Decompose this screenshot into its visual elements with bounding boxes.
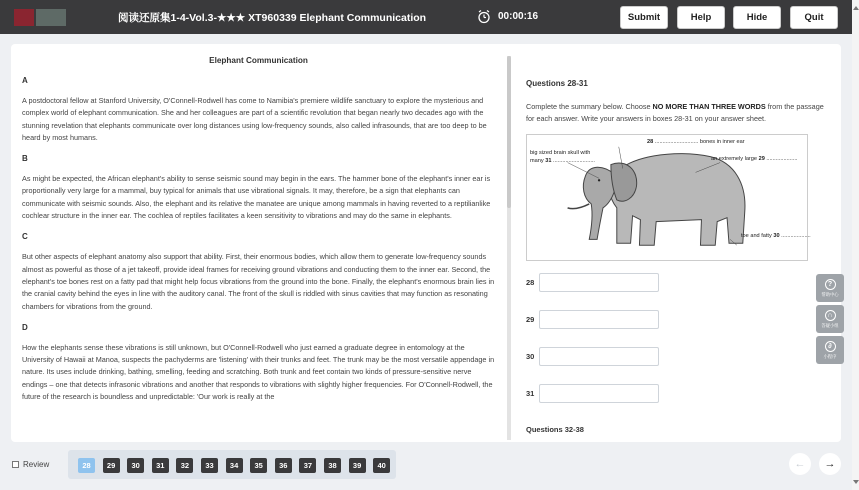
- paragraph-text: A postdoctoral fellow at Stanford University, O'Connell-Rodwell has come to Namibia's premiere wildlife sanctuary to explore the mysterious and complex world of elephant communication. She and her colleagues are part of a scientific revolution that began nearly two decades ago with the stunning revelation that elephants communicate over long distances using low-frequency sounds, also called infrasounds, that are too deep to be heard by most humans.: [22, 96, 487, 142]
- review-checkbox[interactable]: [12, 461, 19, 468]
- help-button[interactable]: Help: [677, 6, 725, 29]
- answer-row-31: [526, 384, 666, 403]
- question-button-38[interactable]: 38: [324, 458, 341, 473]
- passage-scroll-thumb[interactable]: [507, 56, 511, 208]
- question-button-36[interactable]: 36: [275, 458, 292, 473]
- question-button-31[interactable]: 31: [152, 458, 169, 473]
- review-label: Review: [23, 460, 50, 469]
- question-button-35[interactable]: 35: [250, 458, 267, 473]
- label-30: toe and fatty 30 ...................: [741, 233, 811, 239]
- answer-input-30[interactable]: [539, 347, 659, 366]
- answer-row-29: [526, 310, 666, 329]
- paragraph-letter: D: [22, 322, 28, 332]
- answer-row-28: [526, 273, 666, 292]
- answer-input-29[interactable]: [539, 310, 659, 329]
- review-toggle[interactable]: [12, 460, 49, 469]
- question-button-32[interactable]: 32: [176, 458, 193, 473]
- question-button-28[interactable]: 28: [78, 458, 95, 473]
- test-title: 阅读还原集1-4-Vol.3-★★★ XT960339 Elephant Communication: [118, 12, 427, 24]
- elephant-diagram: [526, 134, 811, 261]
- passage-title: Elephant Communication: [209, 56, 308, 65]
- tool-label: 小程序: [823, 353, 837, 359]
- hide-button[interactable]: Hide: [733, 6, 781, 29]
- questions-pane[interactable]: [526, 44, 839, 442]
- submit-button[interactable]: Submit: [620, 6, 668, 29]
- answer-number: 29: [526, 315, 535, 324]
- main-card: [11, 44, 841, 442]
- tool-label: 帮助中心: [821, 291, 839, 297]
- label-29: an extremely large 29 ....................: [711, 156, 798, 162]
- window-scrollbar[interactable]: [852, 0, 859, 490]
- label-31-line1: big sized brain skull with: [530, 150, 591, 156]
- paragraph-text: But other aspects of elephant anatomy also support that ability. First, their enormous bodies, which allow them to generate low-frequency sounds almost as powerful as those of a jet takeoff, provide ideal frames for receiving ground vibrations and conducting them to the inner ear. Second, the elephant's toe bones rest on a fatty pad that might help focus vibrations from the ground into the bone. Finally, the elephant's enormous brain lies in the cranial cavity behind the eyes in line with the auditory canal. The front of the skull is riddled with sinus cavities that may function as resonating chambers for vibrations from the ground.: [22, 252, 495, 311]
- next-arrow-icon[interactable]: →: [819, 453, 841, 475]
- answer-number: 31: [526, 389, 535, 398]
- paragraph-letter: B: [22, 154, 28, 164]
- answer-number: 28: [526, 278, 535, 287]
- help-center-button[interactable]: [816, 274, 844, 302]
- logo-secondary: [36, 9, 66, 26]
- question-button-34[interactable]: 34: [226, 458, 243, 473]
- question-button-37[interactable]: 37: [299, 458, 316, 473]
- top-bar: [0, 0, 852, 34]
- clock-icon: [477, 9, 491, 24]
- question-button-30[interactable]: 30: [127, 458, 144, 473]
- question-button-29[interactable]: 29: [103, 458, 120, 473]
- paragraph-text: How the elephants sense these vibrations is still unknown, but O'Connell-Rodwell who just earned a graduate degree in entomology at the University of Hawaii at Manoa, suspects the pachyderms are 'listening' with their trunks and feet. The trunk may be the most versatile appendage in nature. Its uses include drinking, bathing, smelling, feeding and scratching. Both trunk and feet contain two kinds of pressure-sensitive nerve endings – one that detects infrasonic vibrations and another that responds to vibrations with slightly higher frequencies. For O'Connell-Rodwell, the future of the research is boundless and unpredictable: 'Our work is really at the: [22, 342, 495, 402]
- logo: [14, 9, 34, 26]
- next-questions-heading: Questions 32-38: [526, 425, 584, 434]
- passage-pane[interactable]: [11, 44, 507, 442]
- paragraph-letter: A: [22, 76, 28, 85]
- timer: 00:00:16: [498, 11, 539, 22]
- label-28: 28 ............................ bones in inner ear: [647, 139, 745, 145]
- answer-input-31[interactable]: [539, 384, 659, 403]
- question-icon: ?: [825, 279, 836, 290]
- questions-heading: Questions 28-31: [526, 79, 588, 88]
- paragraph-letter: C: [22, 232, 28, 242]
- support-group-button[interactable]: [816, 305, 844, 333]
- question-button-39[interactable]: 39: [349, 458, 366, 473]
- answer-row-30: [526, 347, 666, 366]
- mini-program-button[interactable]: [816, 336, 844, 364]
- prev-arrow-icon[interactable]: ←: [789, 453, 811, 475]
- scroll-down-icon[interactable]: [853, 480, 859, 484]
- quit-button[interactable]: Quit: [790, 6, 838, 29]
- tool-label: 答疑小组: [821, 322, 839, 328]
- link-icon: ∂: [825, 341, 836, 352]
- question-button-33[interactable]: 33: [201, 458, 218, 473]
- headset-icon: ∩: [825, 310, 836, 321]
- question-button-40[interactable]: 40: [373, 458, 390, 473]
- paragraph-text: As might be expected, the African elephant's ability to sense seismic sound may begin in the ears. The hammer bone of the elephant's inner ear is proportionally very large for a mammal, buy typical for animals that use vibrational signals. It may, therefore, be a sign that elephants can communicate with seismic sounds. Also, the elephant and its relative the manatee are unique among mammals in having reverted to a reptilianlike cochlear structure in the inner ear. The cochlea of reptiles facilitates a keen sensitivity to vibrations and may do the same in elephants.: [22, 174, 491, 221]
- label-31: many 31 ...........................: [530, 158, 595, 164]
- questions-instruction: Complete the summary below. Choose NO MORE THAN THREE WORDS from the passage for each answer. Write your answers in boxes 28-31 on your answer sheet.: [526, 102, 824, 124]
- answer-number: 30: [526, 352, 535, 361]
- answer-input-28[interactable]: [539, 273, 659, 292]
- scroll-up-icon[interactable]: [853, 6, 859, 10]
